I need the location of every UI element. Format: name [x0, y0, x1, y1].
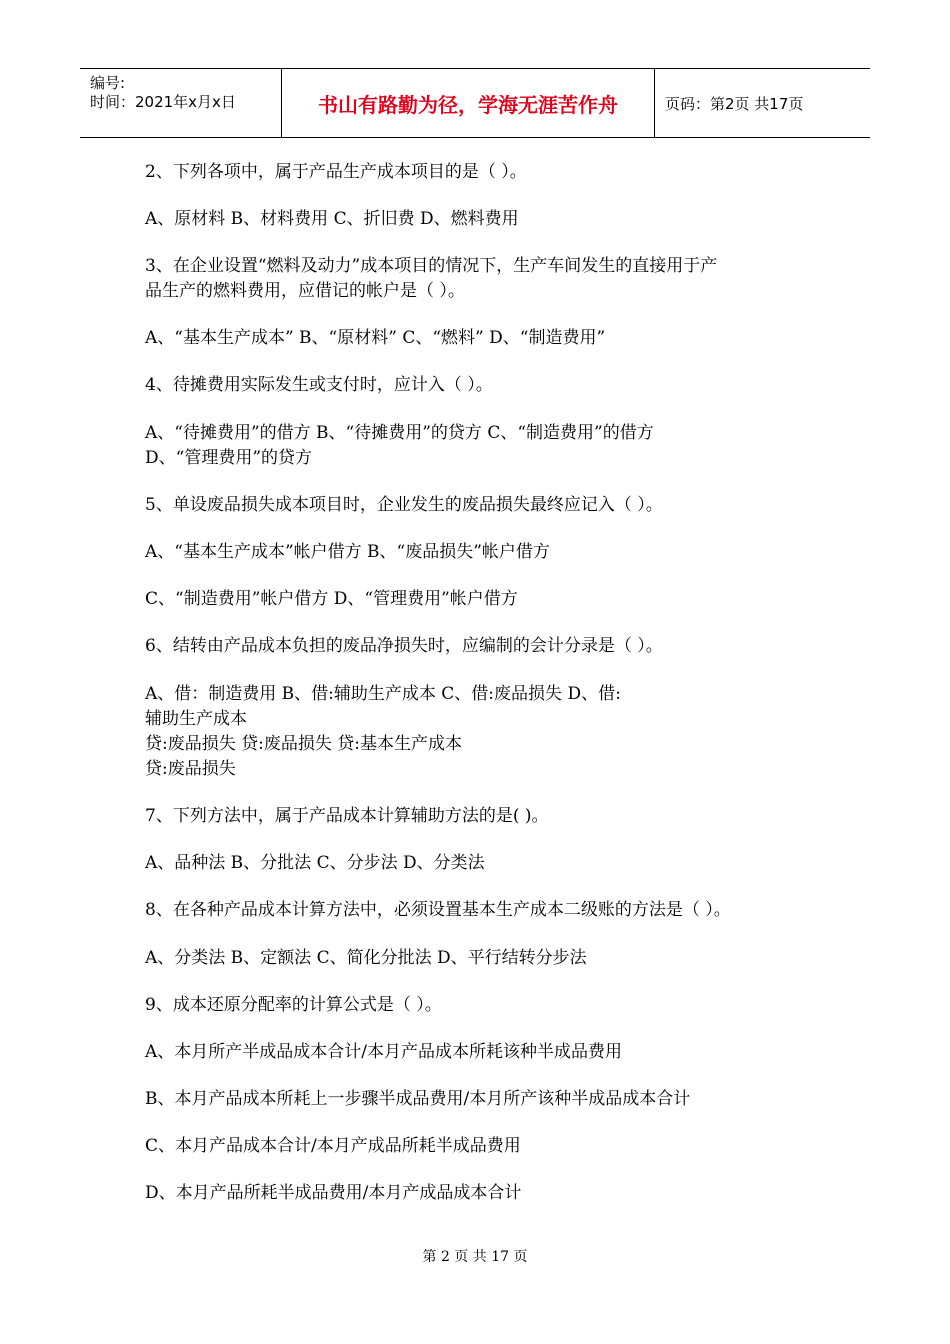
- header-motto: 书山有路勤为径，学海无涯苦作舟: [282, 69, 655, 137]
- question-3-line-2: 品生产的燃料费用，应借记的帐户是（ ）。: [145, 281, 465, 301]
- page-footer: 第 2 页 共 17 页: [422, 1249, 528, 1265]
- question-9-option-a: A、本月所产半成品成本合计/本月产品成本所耗该种半成品费用: [145, 1042, 623, 1062]
- time-label: 时间：2021年x月x日: [90, 93, 236, 111]
- question-7-options: A、品种法 B、分批法 C、分步法 D、分类法: [145, 853, 485, 873]
- page-header: [80, 68, 870, 138]
- question-5-options-line-2: C、“制造费用”帐户借方 D、“管理费用”帐户借方: [145, 589, 518, 609]
- question-9-option-c: C、本月产品成本合计/本月产成品所耗半成品费用: [145, 1136, 521, 1156]
- number-label: 编号:: [90, 74, 126, 92]
- question-4-options-line-2: D、“管理费用”的贷方: [145, 448, 313, 468]
- question-6-options-line-2: 辅助生产成本: [145, 709, 247, 729]
- question-2-options: A、原材料 B、材料费用 C、折旧费 D、燃料费用: [145, 209, 519, 229]
- header-meta-cell: [80, 69, 282, 137]
- question-9: 9、成本还原分配率的计算公式是（ ）。: [145, 995, 442, 1015]
- question-6-options-line-4: 贷:废品损失: [145, 759, 236, 779]
- question-4-options-line-1: A、“待摊费用”的借方 B、“待摊费用”的贷方 C、“制造费用”的借方: [145, 423, 654, 443]
- question-8-options: A、分类法 B、定额法 C、简化分批法 D、平行结转分步法: [145, 948, 587, 968]
- question-5-options-line-1: A、“基本生产成本”帐户借方 B、“废品损失”帐户借方: [145, 542, 550, 562]
- question-3-line-1: 3、在企业设置“燃料及动力”成本项目的情况下，生产车间发生的直接用于产: [145, 256, 718, 276]
- question-7: 7、下列方法中，属于产品成本计算辅助方法的是( )。: [145, 806, 549, 826]
- question-3-options: A、“基本生产成本” B、“原材料” C、“燃料” D、“制造费用”: [145, 328, 606, 348]
- question-4: 4、待摊费用实际发生或支付时，应计入（ ）。: [145, 375, 493, 395]
- question-6-options-line-1: A、借：制造费用 B、借:辅助生产成本 C、借:废品损失 D、借:: [145, 684, 621, 704]
- question-6: 6、结转由产品成本负担的废品净损失时，应编制的会计分录是（ ）。: [145, 636, 663, 656]
- question-2: 2、下列各项中，属于产品生产成本项目的是（ ）。: [145, 162, 527, 182]
- question-5: 5、单设废品损失成本项目时，企业发生的废品损失最终应记入（ ）。: [145, 495, 663, 515]
- header-page-info: 页码：第2页 共17页: [665, 94, 804, 113]
- question-9-option-d: D、本月产品所耗半成品费用/本月产成品成本合计: [145, 1183, 522, 1203]
- question-8: 8、在各种产品成本计算方法中，必须设置基本生产成本二级账的方法是（ ）。: [145, 900, 731, 920]
- question-9-option-b: B、本月产品成本所耗上一步骤半成品费用/本月所产该种半成品成本合计: [145, 1089, 691, 1109]
- question-6-options-line-3: 贷:废品损失 贷:废品损失 贷:基本生产成本: [145, 734, 462, 754]
